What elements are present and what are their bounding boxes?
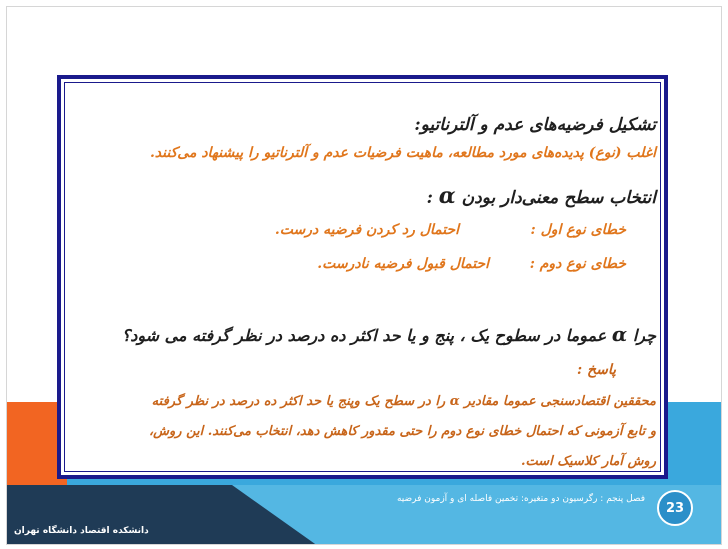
heading-significance [427, 183, 656, 209]
content-box [57, 75, 668, 479]
chapter-title: فصل پنجم : رگرسیون دو متغیره: تخمین فاصله ای و آزمون فرضیه [396, 494, 645, 504]
page-number: 23 [657, 490, 693, 526]
heading-significance-text: انتخاب سطح معنی‌دار بودن [461, 188, 656, 208]
error-type-1-label: خطای نوع اول : [530, 222, 626, 238]
question-rest: عموما در سطوح یک ، پنج و یا حد اکثر ده درصد در نظر گرفته می شود؟ [121, 326, 607, 345]
error-type-2-desc: احتمال قبول فرضیه نادرست. [317, 256, 489, 272]
faculty-name: دانشکده اقتصاد دانشگاه تهران [14, 526, 149, 536]
content-box-inner-border [64, 82, 661, 472]
answer-line-3: روش آمار کلاسیک است. [520, 454, 656, 469]
answer-line-1: محققین اقتصادسنجی عموما مقادیر α را در سطح یک وپنج یا حد اکثر ده درصد در نظر گرفته [151, 394, 656, 409]
error-type-2-label: خطای نوع دوم : [529, 256, 626, 272]
heading-significance-suffix: : [426, 188, 433, 208]
alpha-symbol: α [438, 183, 456, 209]
answer-line-2: و تابع آزمونی که احتمال خطای نوع دوم را حتی مقدور کاهش دهد، انتخاب می‌کنند. این روش، [148, 424, 656, 439]
heading-hypotheses: تشکیل فرضیه‌های عدم و آلترناتیو: [414, 115, 656, 135]
question-line [122, 322, 656, 346]
answer-label: پاسخ : [577, 362, 616, 378]
text-hypotheses-desc: اغلب (نوع) پدیده‌های مورد مطالعه، ماهیت فرضیات عدم و آلترناتیو را پیشنهاد می‌کنند. [149, 145, 656, 161]
error-type-1-desc: احتمال رد کردن فرضیه درست. [274, 222, 459, 238]
question-alpha-symbol: α [611, 322, 628, 346]
question-prefix: چرا [632, 326, 656, 345]
